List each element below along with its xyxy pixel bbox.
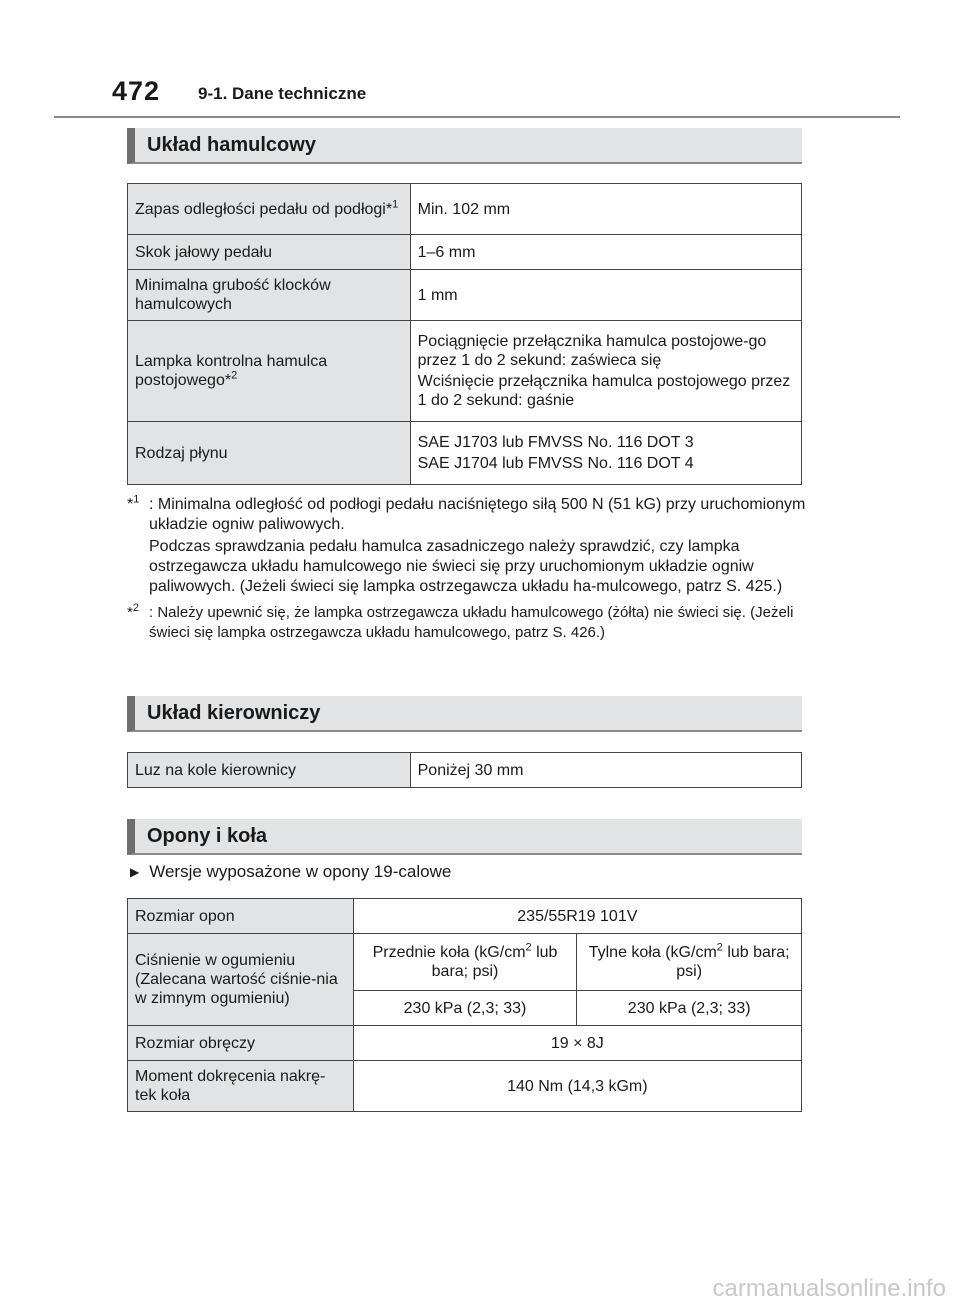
row-value: Poniżej 30 mm xyxy=(410,753,801,788)
column-header-rear: Tylne koła ($kG/cm^2$ lub bara; psi) xyxy=(577,934,802,991)
row-label: Luz na kole kierownicy xyxy=(128,753,411,788)
table-row xyxy=(128,934,802,991)
footnote-1: *$^1$ : Minimalna odległość od podłogi pedału naciśniętego siłą 500 N (51 kG) przy uruchomionym układzie ogniw paliwowych. Podczas sprawdzania pedału hamulca zasadniczego należy sprawdzić, czy lampka ostrzegawcza układu hamulcowego nie świeci się przy uruchomionym układzie ogniw paliwowych. (Jeżeli świeci się lampka ostrzegawcza układu ha-mulcowego, patrz S. 425.) xyxy=(127,493,806,595)
column-header-front: Przednie koła ($kG/cm^2$ lub bara; psi) xyxy=(353,934,577,991)
rear-pressure-value: 230 kPa (2,3; 33) xyxy=(577,991,802,1026)
triangle-bullet-icon: ▶ xyxy=(130,865,140,879)
table-row xyxy=(128,422,802,485)
table-row xyxy=(128,1061,802,1112)
section-heading-tires xyxy=(127,819,802,855)
table-row xyxy=(128,899,802,934)
table-row xyxy=(128,321,802,422)
section-heading-steering xyxy=(127,696,802,732)
row-value: SAE J1703 lub FMVSS No. 116 DOT 3 SAE J1704 lub FMVSS No. 116 DOT 4 xyxy=(410,422,801,485)
row-label: Ciśnienie w ogumieniu (Zalecana wartość ciśnie-nia w zimnym ogumieniu) xyxy=(128,934,354,1026)
header-divider xyxy=(54,116,900,118)
row-value: 19 × 8J xyxy=(353,1026,801,1061)
row-value: 140 Nm (14,3 kGm) xyxy=(353,1061,801,1112)
row-label: Lampka kontrolna hamulca postojowego*$^2$ xyxy=(128,321,411,422)
table-row xyxy=(128,235,802,270)
row-value: 1 mm xyxy=(410,270,801,321)
row-label: Zapas odległości pedału od podłogi*$^1$ xyxy=(128,184,411,235)
footnote-2: *$^2$ : Należy upewnić się, że lampka ostrzegawcza układu hamulcowego (żółta) nie świeci się. (Jeżeli świeci się lampka ostrzegawcza układu hamulcowego, patrz S. 426.) xyxy=(127,602,794,641)
row-label: Rozmiar obręczy xyxy=(128,1026,354,1061)
row-value: Min. 102 mm xyxy=(410,184,801,235)
row-value: 235/55R19 101V xyxy=(353,899,801,934)
page-header xyxy=(0,70,960,120)
page-number: 472 xyxy=(112,76,161,106)
row-label: Minimalna grubość klocków hamulcowych xyxy=(128,270,411,321)
brakes-table xyxy=(127,183,802,485)
watermark: carmanualsonline.info xyxy=(712,1275,946,1302)
table-row xyxy=(128,753,802,788)
row-value: Pociągnięcie przełącznika hamulca postojowe-go przez 1 do 2 sekund: zaświeca się Wciśnięcie przełącznika hamulca postojowego przez 1 do 2 sekund: gaśnie xyxy=(410,321,801,422)
section-title: Układ hamulcowy xyxy=(147,134,316,156)
footnotes xyxy=(127,495,807,643)
row-label: Rodzaj płynu xyxy=(128,422,411,485)
row-label: Rozmiar opon xyxy=(128,899,354,934)
section-title: Opony i koła xyxy=(147,825,268,847)
table-row xyxy=(128,184,802,235)
tires-table xyxy=(127,898,802,1112)
table-row xyxy=(128,270,802,321)
chapter-title: 9-1. Dane techniczne xyxy=(198,84,367,103)
table-row xyxy=(128,1026,802,1061)
section-heading-brakes xyxy=(127,128,802,164)
steering-table xyxy=(127,752,802,788)
section-title: Układ kierowniczy xyxy=(147,702,321,724)
bullet-item: ▶ Wersje wyposażone w opony 19-calowe xyxy=(130,862,452,881)
front-pressure-value: 230 kPa (2,3; 33) xyxy=(353,991,577,1026)
row-value: 1–6 mm xyxy=(410,235,801,270)
row-label: Skok jałowy pedału xyxy=(128,235,411,270)
row-label: Moment dokręcenia nakrę-tek koła xyxy=(128,1061,354,1112)
